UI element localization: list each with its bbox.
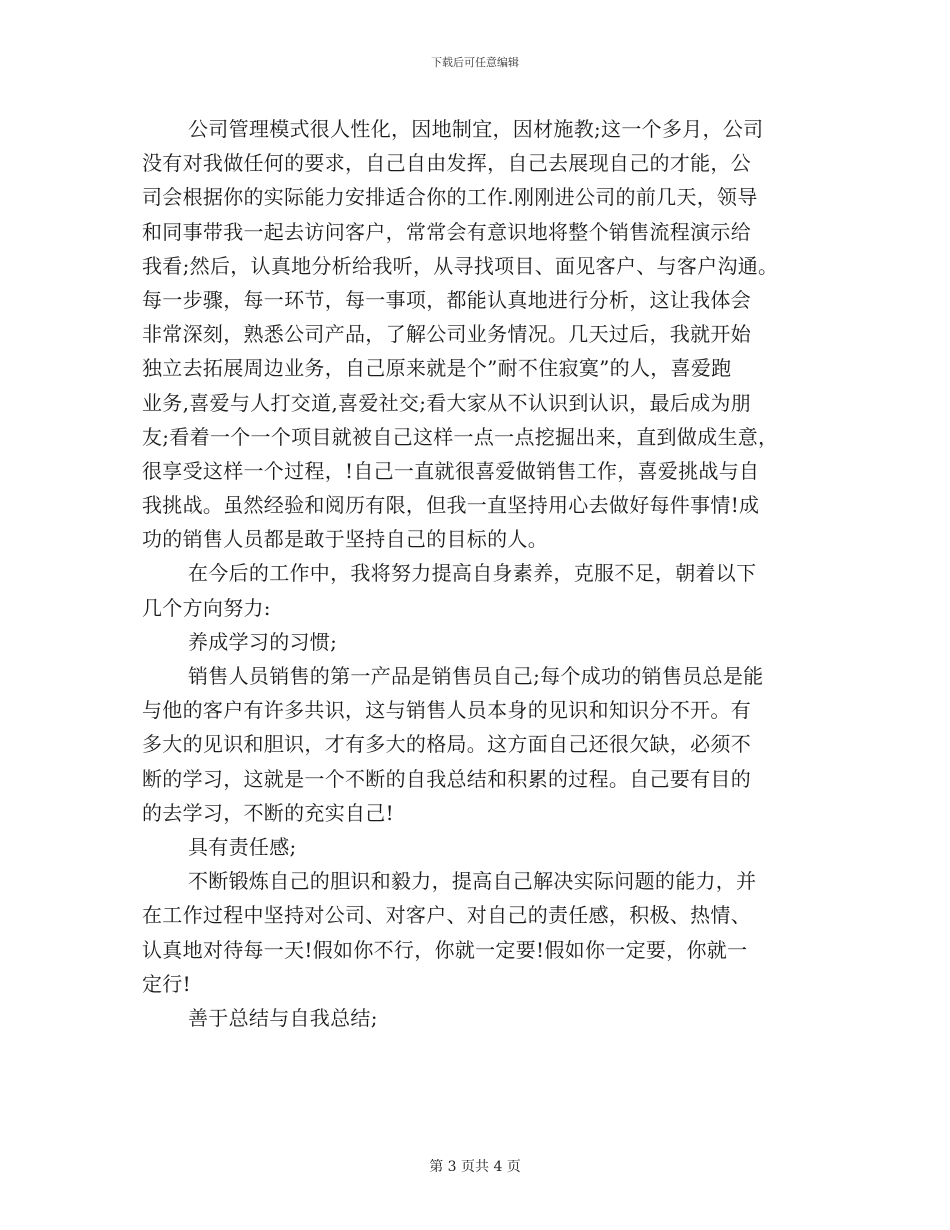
text-line: 功的销售人员都是敢于坚持自己的目标的人。 [142, 527, 548, 552]
page-header: 下载后可任意编辑 [431, 56, 519, 69]
text-line: 认真地对待每一天!假如你不行，你就一定要!假如你一定要，你就一 [142, 937, 748, 962]
text-line: 不断锻炼自己的胆识和毅力，提高自己解决实际问题的能力，并 [188, 869, 757, 894]
text-line: 几个方向努力: [142, 595, 271, 620]
document-body [142, 112, 822, 1035]
text-line: 的去学习，不断的充实自己! [142, 800, 394, 825]
page-footer: 第 3 页共 4 页 [429, 1159, 521, 1175]
text-line: 在工作过程中坚持对公司、对客户、对自己的责任感，积极、热情、 [142, 903, 751, 928]
text-line: 没有对我做任何的要求，自己自由发挥，自己去展现自己的才能，公 [142, 151, 751, 176]
text-line: 在今后的工作中，我将努力提高自身素养，克服不足，朝着以下 [188, 561, 757, 586]
text-line: 和同事带我一起去访问客户，常常会有意识地将整个销售流程演示给 [142, 219, 751, 244]
text-line: 具有责任感; [188, 834, 297, 859]
text-line: 与他的客户有许多共识，这与销售人员本身的见识和知识分不开。有 [142, 698, 751, 723]
text-line: 每一步骤，每一环节，每一事项，都能认真地进行分析，这让我体会 [142, 287, 751, 312]
text-line: 养成学习的习惯; [188, 629, 338, 654]
text-line: 非常深刻，熟悉公司产品，了解公司业务情况。几天过后，我就开始 [142, 322, 751, 347]
text-line: 断的学习，这就是一个不断的自我总结和积累的过程。自己要有目的 [142, 766, 751, 791]
text-line: 我挑战。虽然经验和阅历有限，但我一直坚持用心去做好每件事情!成 [142, 493, 760, 518]
text-line: 定行! [142, 971, 191, 996]
text-line: 公司管理模式很人性化，因地制宜，因材施教;这一个多月，公司 [188, 117, 764, 141]
text-line: 独立去拓展周边业务，自己原来就是个”耐不住寂寞”的人，喜爱跑 [142, 356, 732, 381]
text-line: 业务,喜爱与人打交道,喜爱社交;看大家从不认识到认识，最后成为朋 [142, 390, 752, 415]
text-line: 善于总结与自我总结; [188, 1005, 378, 1030]
text-line: 很享受这样一个过程，!自己一直就很喜爱做销售工作，喜爱挑战与自 [142, 458, 760, 483]
text-line: 我看;然后，认真地分析给我听，从寻找项目、面见客户、与客户沟通。 [142, 253, 779, 278]
text-line: 友;看着一个一个项目就被自己这样一点一点挖掘出来，直到做成生意， [142, 424, 779, 449]
text-line: 司会根据你的实际能力安排适合你的工作.刚刚进公司的前几天，领导 [142, 185, 758, 210]
text-line: 销售人员销售的第一产品是销售员自己;每个成功的销售员总是能 [188, 664, 764, 688]
text-line: 多大的见识和胆识，才有多大的格局。这方面自己还很欠缺，必须不 [142, 732, 751, 757]
